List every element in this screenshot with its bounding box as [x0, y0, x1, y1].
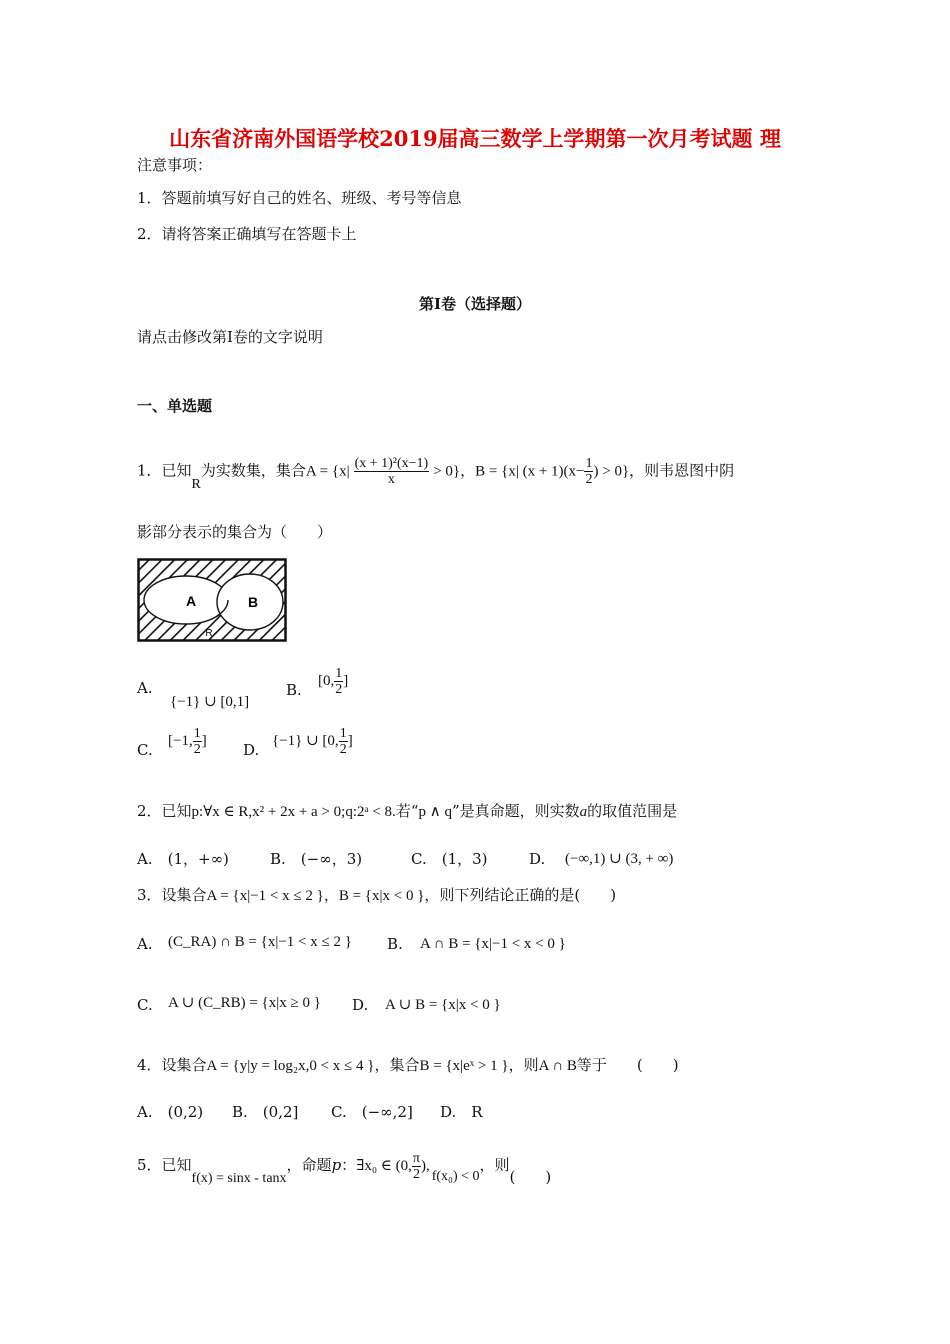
question-1-line-1: 1．已知R为实数集，集合A = {x| $\frac{\text{(x + 1)²(x−1)}}{x}$ > 0}，B = {x| (x + 1)(x− $\frac{1}{2}$ ) > 0}，则韦恩图中阴 [137, 456, 735, 492]
q1-option-c-label: C. [137, 741, 153, 759]
q1-setA-prefix: A = {x| [305, 463, 350, 480]
q1-setA-suffix: > 0} [433, 463, 461, 480]
q5-answer-paren: ( ) [509, 1167, 552, 1186]
q5-fx: f(x) = sinx - tanx [191, 1170, 287, 1186]
q4-option-b: B. (0,2] [232, 1103, 299, 1121]
q2-p-and-q: p ∧ q [418, 804, 452, 820]
venn-label-a: A [185, 593, 197, 609]
document-title: 山东省济南外国语学校2019届高三数学上学期第一次月考试题 理 [169, 126, 781, 151]
q1-half-fraction: $\frac{1}{2}$ [585, 456, 593, 487]
q4-set-a: A = {y|y = log₂x,0 < x ≤ 4 } [206, 1058, 375, 1074]
notice-heading: 注意事项： [137, 156, 213, 174]
q4-expr: A ∩ B [538, 1058, 577, 1074]
q2-option-d-label: D. [529, 850, 546, 868]
q3-option-a-label: A. [137, 935, 153, 953]
part1-heading: 第I卷（选择题） [418, 295, 532, 313]
q1-option-a-value: {−1} ∪ [0,1] [170, 694, 250, 710]
q3-set-a: A = {x|−1 < x ≤ 2 } [206, 888, 324, 904]
q2-var-a: a [579, 804, 588, 820]
q2-option-d-value: (−∞,1) ∪ (3, + ∞) [565, 851, 674, 867]
q1-tail: ，则韦恩图中阴 [629, 461, 735, 480]
q4-option-a: A. (0,2) [137, 1103, 204, 1121]
q5-exists: ∃x₀ ∈ (0, $\frac{\pi}{2}$ ), [356, 1151, 430, 1182]
q3-option-d-label: D. [352, 996, 369, 1014]
question-4: 4．设集合A = {y|y = log₂x,0 < x ≤ 4 }，集合B = {x|eˣ > 1 }，则A ∩ B等于 ( ) [137, 1056, 679, 1074]
q1-option-b-label: B. [286, 681, 302, 699]
q1-option-d-label: D. [243, 741, 260, 759]
question-2: 2．已知p:∀x ∈ R,x² + 2x + a > 0;q:2ᵃ < 8.若“p ∧ q”是真命题，则实数a的取值范围是 [137, 802, 678, 820]
q4-set-b: B = {x|eˣ > 1 } [419, 1058, 509, 1074]
notice-item-2: 2．请将答案正确填写在答题卡上 [137, 225, 357, 243]
q3-option-a-value: (C_RA) ∩ B = {x|−1 < x ≤ 2 } [168, 934, 352, 950]
q3-option-c-label: C. [137, 996, 153, 1014]
question-3: 3．设集合A = {x|−1 < x ≤ 2 }，B = {x|x < 0 }，则下列结论正确的是( ) [137, 886, 617, 904]
q2-option-a: A. (1，+∞) [137, 850, 229, 868]
q1-option-b-value: [0, $\frac{1}{2}$ ] [318, 666, 349, 697]
q1-r-symbol: R [191, 476, 201, 492]
q3-option-b-label: B. [387, 935, 403, 953]
q1-mid: 为实数集，集合 [200, 461, 306, 480]
q3-option-b-value: A ∩ B = {x|−1 < x < 0 } [420, 936, 566, 952]
venn-label-b: B [247, 594, 259, 610]
q2-math: p:∀x ∈ R,x² + 2x + a > 0;q:2ᵃ < 8. [191, 804, 396, 820]
q1-setB-suffix: ) > 0} [593, 463, 630, 480]
q2-option-b: B. (−∞，3) [270, 850, 363, 868]
q4-option-c: C. (−∞,2] [331, 1103, 413, 1121]
q3-option-c-value: A ∪ (C_RB) = {x|x ≥ 0 } [168, 995, 321, 1011]
q3-set-b: B = {x|x < 0 } [338, 888, 425, 904]
q3-option-d-value: A ∪ B = {x|x < 0 } [385, 997, 501, 1013]
q1-setB-prefix: B = {x| (x + 1)(x− [475, 463, 585, 480]
q5-p: p [331, 1155, 342, 1174]
q4-option-d: D. R [440, 1103, 483, 1121]
notice-item-1: 1．答题前填写好自己的姓名、班级、考号等信息 [137, 189, 462, 207]
q1-setA-fraction: $\frac{\text{(x + 1)²(x−1)}}{x}$ [354, 456, 429, 487]
q1-option-c-value: [−1, $\frac{1}{2}$ ] [168, 726, 207, 757]
venn-diagram [137, 558, 287, 642]
question-1-line-2: 影部分表示的集合为（ ） [137, 523, 333, 541]
venn-label-r: R [205, 628, 213, 639]
question-5: 5．已知f(x) = sinx - tanx，命题p：∃x₀ ∈ (0, $\frac{\pi}{2}$ ),f(x₀) < 0，则( ) [137, 1151, 552, 1186]
q5-fx0: f(x₀) < 0 [431, 1168, 480, 1184]
part1-description: 请点击修改第I卷的文字说明 [137, 328, 323, 346]
q1-option-d-value: {−1} ∪ [0, $\frac{1}{2}$ ] [272, 726, 353, 757]
q2-option-c: C. (1，3) [411, 850, 488, 868]
q1-lead: 1．已知 [137, 461, 192, 480]
q1-option-a-label: A. [137, 679, 153, 697]
section-heading: 一、单选题 [137, 397, 213, 415]
